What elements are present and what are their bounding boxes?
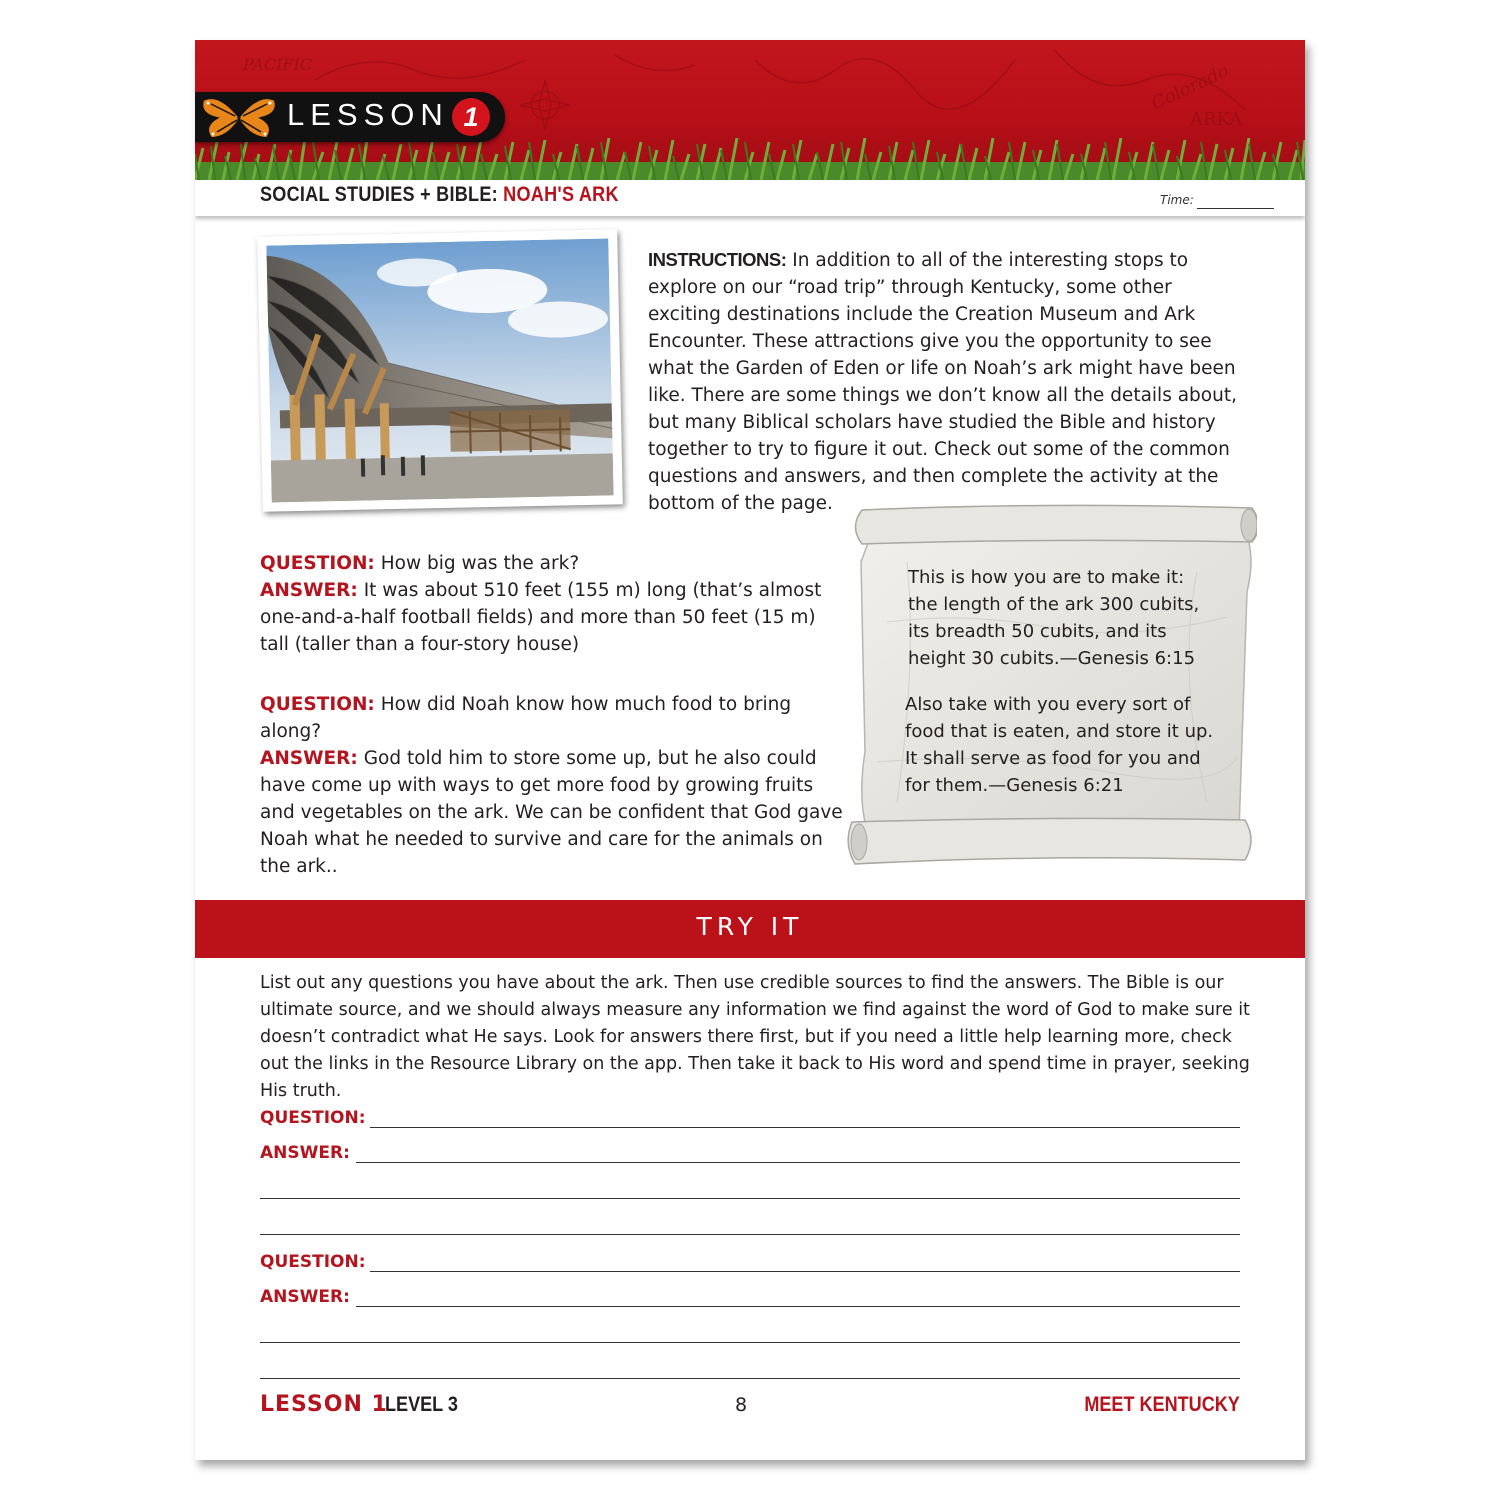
try-it-title: TRY IT xyxy=(696,912,804,941)
try-it-instructions: List out any questions you have about the ark. Then use credible sources to find the answers. The Bible is our ultimate source, and we should always measure any information we find against the word of God to make sure it doesn’t contradict what He says. Look for answers there first, but if you need a little help learning more, check out the links in the Resource Library on the app. Then take it back to His word and spend time in prayer, seeking His truth. xyxy=(260,973,1250,1101)
map-label-pacific: PACIFIC xyxy=(243,55,313,74)
map-label-arka: ARKA xyxy=(1190,109,1243,130)
footer-unit: MEET KENTUCKY xyxy=(1084,1393,1240,1416)
qa-item-2 xyxy=(260,691,850,880)
question-text: How did Noah know how much food to bring along? xyxy=(260,694,792,742)
question-label-2: QUESTION: xyxy=(260,1252,366,1272)
time-field[interactable] xyxy=(1197,208,1274,209)
parchment-scroll-graphic xyxy=(847,502,1257,874)
worksheet-page xyxy=(195,40,1305,1460)
subject-label: SOCIAL STUDIES + BIBLE: xyxy=(260,183,504,206)
question-1 xyxy=(260,550,850,577)
grass-strip xyxy=(195,136,1305,180)
scripture-scroll xyxy=(847,502,1257,874)
answer-2 xyxy=(260,745,850,880)
time-label: Time: xyxy=(1160,193,1194,207)
answer-text: God told him to store some up, but he also could have come up with ways to get more food by growing fruits and vegetables on the ark. We can be confident that God gave Noah what he needed to survive and care for the animals on the ark.. xyxy=(260,748,843,877)
answer-label: ANSWER: xyxy=(260,748,358,769)
question-label: QUESTION: xyxy=(260,553,375,574)
answer-1 xyxy=(260,577,850,658)
qa-item-1 xyxy=(260,550,850,658)
question-2 xyxy=(260,691,850,745)
instructions-text: In addition to all of the interesting stops to explore on our “road trip” through Kentucky, some other exciting destinations include the Creation Museum and Ark Encounter. These attractions give you the opportunity to see what the Garden of Eden or life on Noah’s ark might have been like. There are some things we don’t know all the details about, but many Biblical scholars have studied the Bible and history together to try to figure it out. Check out some of the common questions and answers, and then complete the activity at the bottom of the page. xyxy=(648,250,1237,514)
footer-level: LEVEL 3 xyxy=(385,1393,458,1416)
ark-encounter-photo xyxy=(257,229,623,511)
footer-lesson: LESSON 1 xyxy=(260,1392,388,1417)
answer-line-1[interactable] xyxy=(356,1162,1240,1163)
lesson-label: LESSON xyxy=(287,97,449,132)
question-text: How big was the ark? xyxy=(374,553,580,574)
butterfly-icon xyxy=(199,92,279,142)
instructions-block xyxy=(648,246,1248,517)
answer-line-1c[interactable] xyxy=(260,1234,1240,1235)
answer-label-2: ANSWER: xyxy=(260,1287,350,1307)
answer-label-1: ANSWER: xyxy=(260,1143,350,1163)
ark-photo-image xyxy=(266,238,613,502)
topic-label: NOAH'S ARK xyxy=(503,183,619,206)
answer-line-2[interactable] xyxy=(356,1306,1240,1307)
scripture-verse-2: Also take with you every sort of food that is eaten, and store it up. It shall serve as food for you and for them.—Genesis 6:21 xyxy=(905,694,1214,796)
question-label: QUESTION: xyxy=(260,694,375,715)
scripture-verse-1: This is how you are to make it: the length of the ark 300 cubits, its breadth 50 cubits, and its height 30 cubits.—Genesis 6:15 xyxy=(908,567,1200,669)
instructions-label: INSTRUCTIONS: xyxy=(648,249,787,270)
page-number: 8 xyxy=(735,1394,748,1416)
page-title xyxy=(260,183,619,207)
question-line-2[interactable] xyxy=(370,1271,1240,1272)
map-label-colorado: Colorado xyxy=(1148,60,1233,115)
answer-label: ANSWER: xyxy=(260,580,358,601)
answer-text: It was about 510 feet (155 m) long (that’s almost one-and-a-half football fields) and more than 50 feet (15 m) tall (taller than a four-story house) xyxy=(260,580,822,655)
lesson-banner xyxy=(195,40,1305,180)
answer-line-2c[interactable] xyxy=(260,1378,1240,1379)
lesson-number: 1 xyxy=(452,98,490,136)
answer-line-1b[interactable] xyxy=(260,1198,1240,1199)
question-label-1: QUESTION: xyxy=(260,1108,366,1128)
answer-line-2b[interactable] xyxy=(260,1342,1240,1343)
question-line-1[interactable] xyxy=(370,1127,1240,1128)
